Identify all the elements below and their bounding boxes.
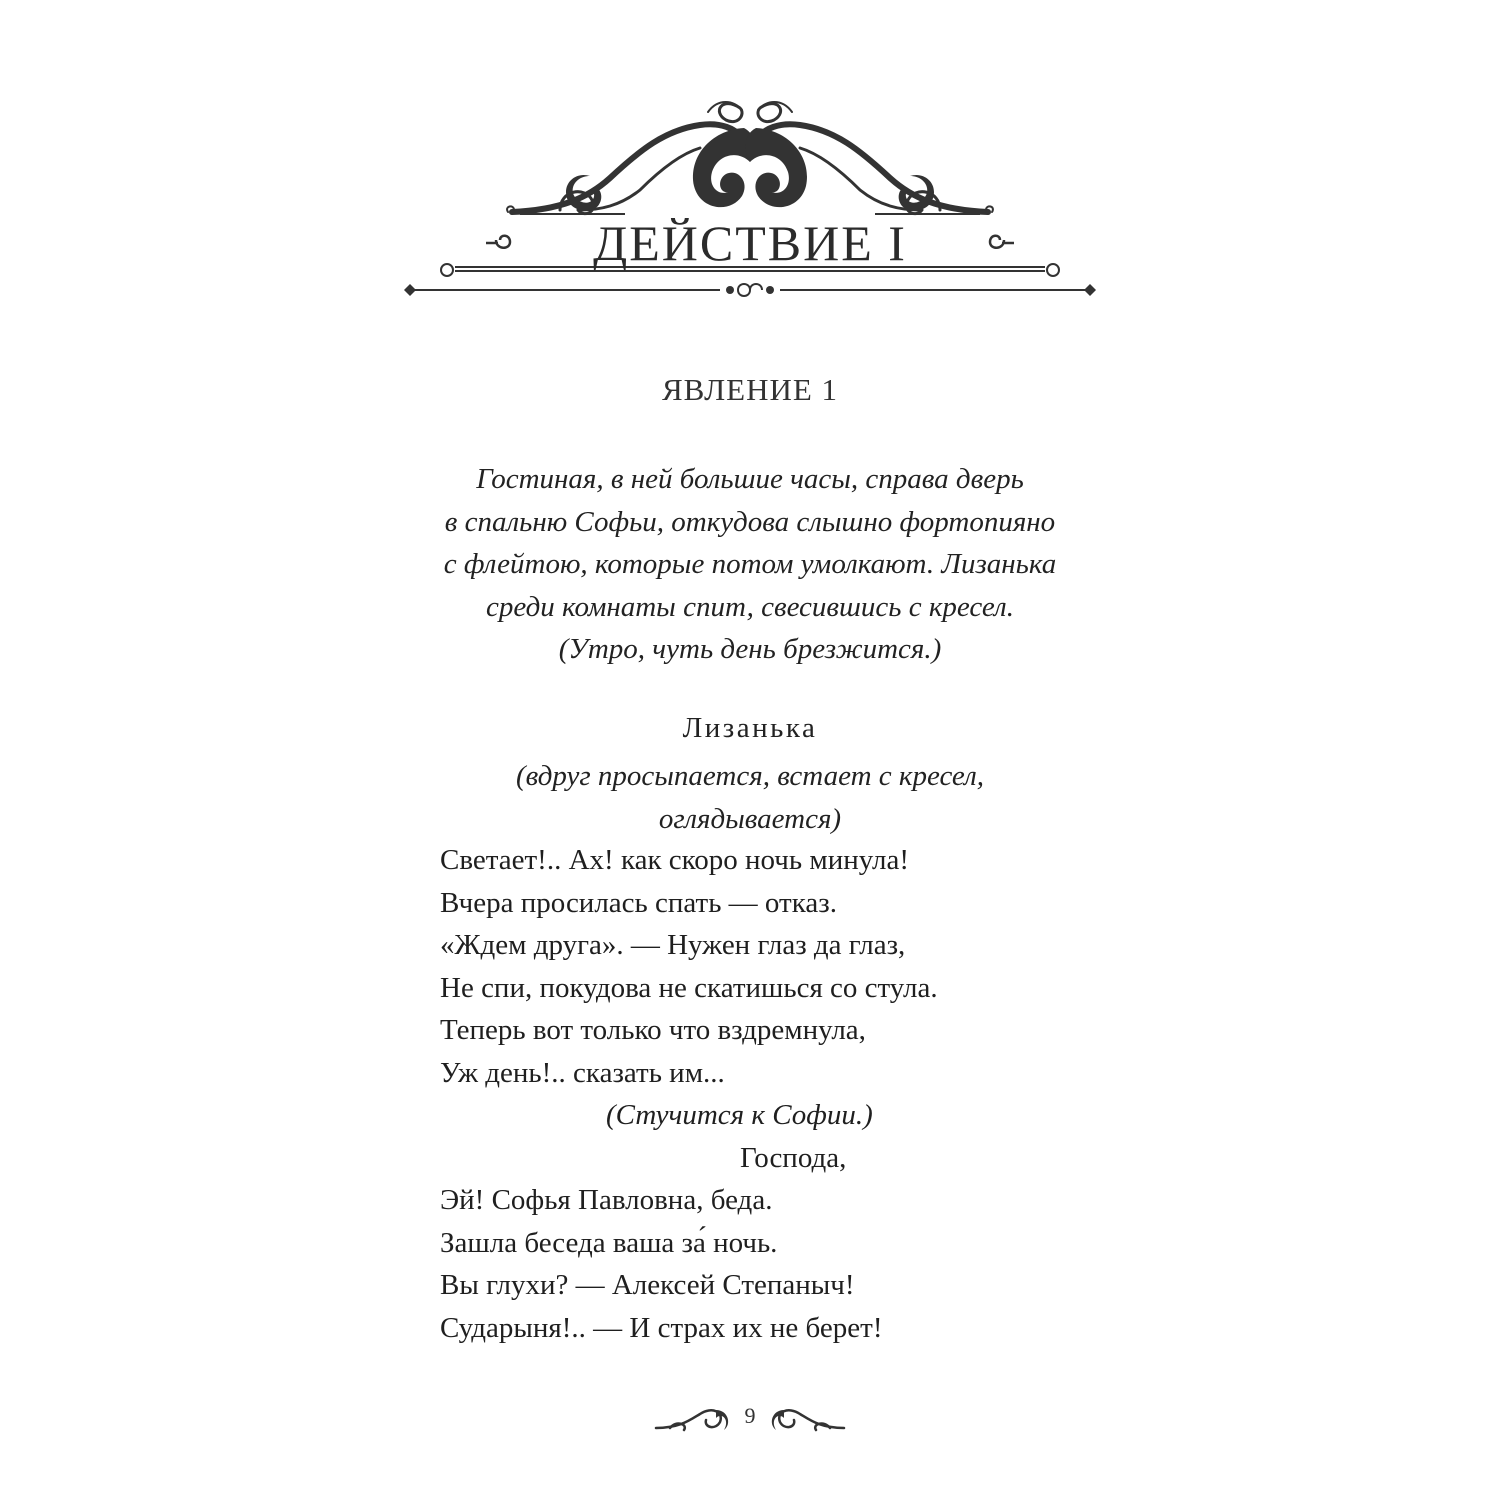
verse-line: Не спи, покудова не скатишься со стула. (440, 971, 938, 1004)
verse-line: Зашла беседа ваша за́ ночь. (440, 1226, 778, 1259)
verse-line: Вы глухи? — Алексей Степаныч! (440, 1269, 855, 1301)
verse (440, 839, 1140, 1349)
header-ornament (0, 0, 1500, 320)
stage-direction (0, 458, 1500, 671)
verse-line: Эй! Софья Павловна, беда. (440, 1184, 773, 1216)
speaker-name: Лизанька (682, 712, 818, 744)
speaker-direction-line: оглядывается) (658, 802, 842, 835)
act-title: ДЕЙСТВИЕ I (593, 215, 907, 271)
stage-direction-line: среди комнаты спит, свесившись с кресел. (486, 590, 1014, 623)
scene-title: ЯВЛЕНИЕ 1 (661, 372, 839, 407)
stage-direction-line: Гостиная, в ней большие часы, справа дверь (476, 463, 1024, 495)
verse-line-indented: Господа, (740, 1141, 847, 1174)
page-number: 9 (744, 1403, 756, 1428)
verse-line: Вчера просилась спать — отказ. (440, 886, 837, 919)
verse-line: Сударыня!.. — И страх их не берет! (440, 1311, 883, 1344)
verse-line: Светает!.. Ах! как скоро ночь минула! (440, 844, 909, 876)
verse-line: Теперь вот только что вздремнула, (440, 1014, 866, 1046)
speaker-direction (0, 755, 1500, 840)
verse-line: «Ждем друга». — Нужен глаз да глаз, (440, 929, 906, 961)
verse-aside: (Стучится к Софии.) (606, 1099, 873, 1131)
speaker-direction-line: (вдруг просыпается, встает с кресел, (516, 760, 984, 792)
stage-direction-line: в спальню Софьи, откудова слышно фортопияно (444, 505, 1056, 538)
verse-line: Уж день!.. сказать им... (440, 1056, 725, 1089)
stage-direction-line: (Утро, чуть день брезжится.) (558, 633, 942, 665)
stage-direction-line: с флейтою, которые потом умолкают. Лизанька (443, 548, 1057, 580)
